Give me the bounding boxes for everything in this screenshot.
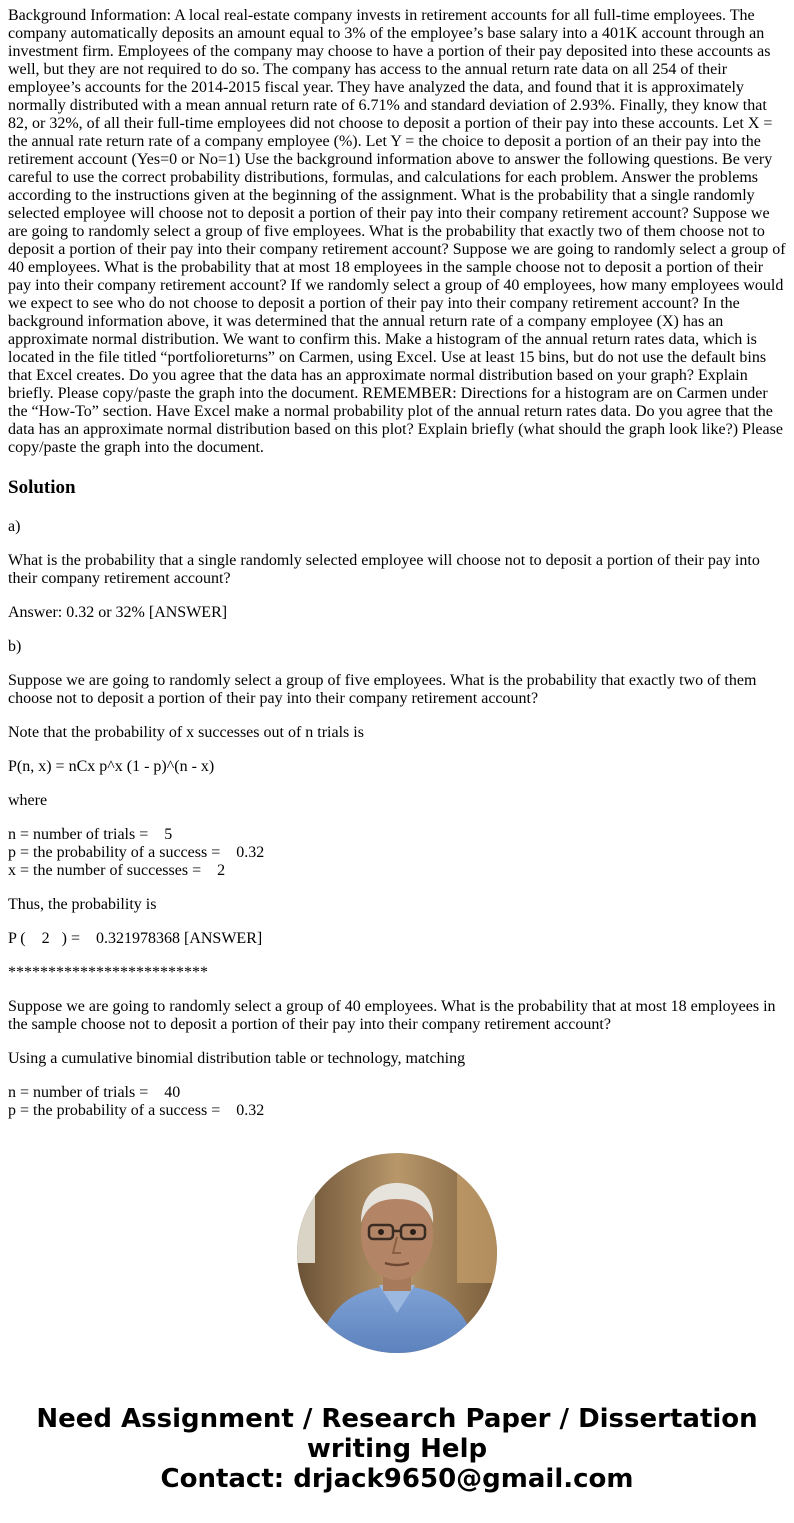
binomial-note: Note that the probability of x successes out of n trials is [8,724,364,741]
part-c-question: Suppose we are going to randomly select a group of 40 employees. What is the probability that at most 18 employees in the sample choose not to deposit a portion of their pay into their company retirement account? [8,998,776,1033]
separator: ************************* [8,964,208,981]
part-c-parameters [8,1084,788,1120]
part-b-p: p = the probability of a success = 0.32 [8,844,265,861]
part-c-method: Using a cumulative binomial distribution table or technology, matching [8,1050,466,1067]
part-b-parameters [8,826,788,880]
part-a-question: What is the probability that a single randomly selected employee will choose not to deposit a portion of their pay into their company retirement account? [8,552,760,587]
banner-contact-line: Contact: drjack9650@gmail.com [160,1464,634,1494]
author-avatar [297,1153,497,1353]
part-a-label: a) [8,518,21,535]
part-a-answer: Answer: 0.32 or 32% [ANSWER] [8,604,228,621]
thus-text: Thus, the probability is [8,896,157,913]
banner-line-2: writing Help [306,1434,488,1464]
part-c-n: n = number of trials = 40 [8,1084,181,1101]
banner-line-1: Need Assignment / Research Paper / Dissertation [36,1404,758,1434]
part-b-question: Suppose we are going to randomly select a group of five employees. What is the probability that exactly two of them choose not to deposit a portion of their pay into their company retirement account? [8,672,757,707]
document-content [8,7,788,1123]
part-b-n: n = number of trials = 5 [8,826,173,843]
contact-banner [0,1404,794,1494]
question-text: Background Information: A local real-estate company invests in retirement accounts for all full-time employees. The company automatically deposits an amount equal to 3% of the employee’s base salary into a 401K account through an investment firm. Employees of the company may choose to have a portion of their pay deposited into these accounts as well, but they are not required to do so. The company has access to the annual return rate data on all 254 of their employee’s accounts for the 2014-2015 fiscal year. They have analyzed the data, and found that it is approximately normally distributed with a mean annual return rate of 6.71% and standard deviation of 2.93%. Finally, they know that 82, or 32%, of all their full-time employees did not choose to deposit a portion of their pay into these accounts. Let X = the annual rate return rate of a company employee (%). Let Y = the choice to deposit a portion of an their pay into the retirement account (Yes=0 or No=1) Use the background information above to answer the following questions. Be very careful to use the correct probability distributions, formulas, and calculations for each problem. Answer the problems according to the instructions given at the beginning of the assignment. What is the probability that a single randomly selected employee will choose not to deposit a portion of their pay into their company retirement account? Suppose we are going to randomly select a group of five employees. What is the probability that exactly two of them choose not to deposit a portion of their pay into their company retirement account? Suppose we are going to randomly select a group of 40 employees. What is the probability that at most 18 employees in the sample choose not to deposit a portion of their pay into their company retirement account? If we randomly select a group of 40 employees, how many employees would we expect to see who do not choose to deposit a portion of their pay into their company retirement account? In the background information above, it was determined that the annual return rate of a company employee (X) has an approximate normal distribution. We want to confirm this. Make a histogram of the annual return rates data, which is located in the file titled “portfolioreturns” on Carmen, using Excel. Use at least 15 bins, but do not use the default bins that Excel creates. Do you agree that the data has an approximate normal distribution based on your graph? Explain briefly. Please copy/paste the graph into the document. REMEMBER: Directions for a histogram are on Carmen under the “How-To” section. Have Excel make a normal probability plot of the annual return rates data. Do you agree that the data has an approximate normal distribution based on this plot? Explain briefly (what should the graph look like?) Please copy/paste the graph into the document. [8,7,786,456]
part-b-x: x = the number of successes = 2 [8,862,226,879]
part-c-p: p = the probability of a success = 0.32 [8,1102,265,1119]
part-b-label: b) [8,638,22,655]
where-text: where [8,792,48,809]
part-b-result: P ( 2 ) = 0.321978368 [ANSWER] [8,930,263,947]
author-photo-illustration [297,1153,497,1353]
solution-heading: Solution [8,477,76,498]
binomial-formula: P(n, x) = nCx p^x (1 - p)^(n - x) [8,758,215,775]
